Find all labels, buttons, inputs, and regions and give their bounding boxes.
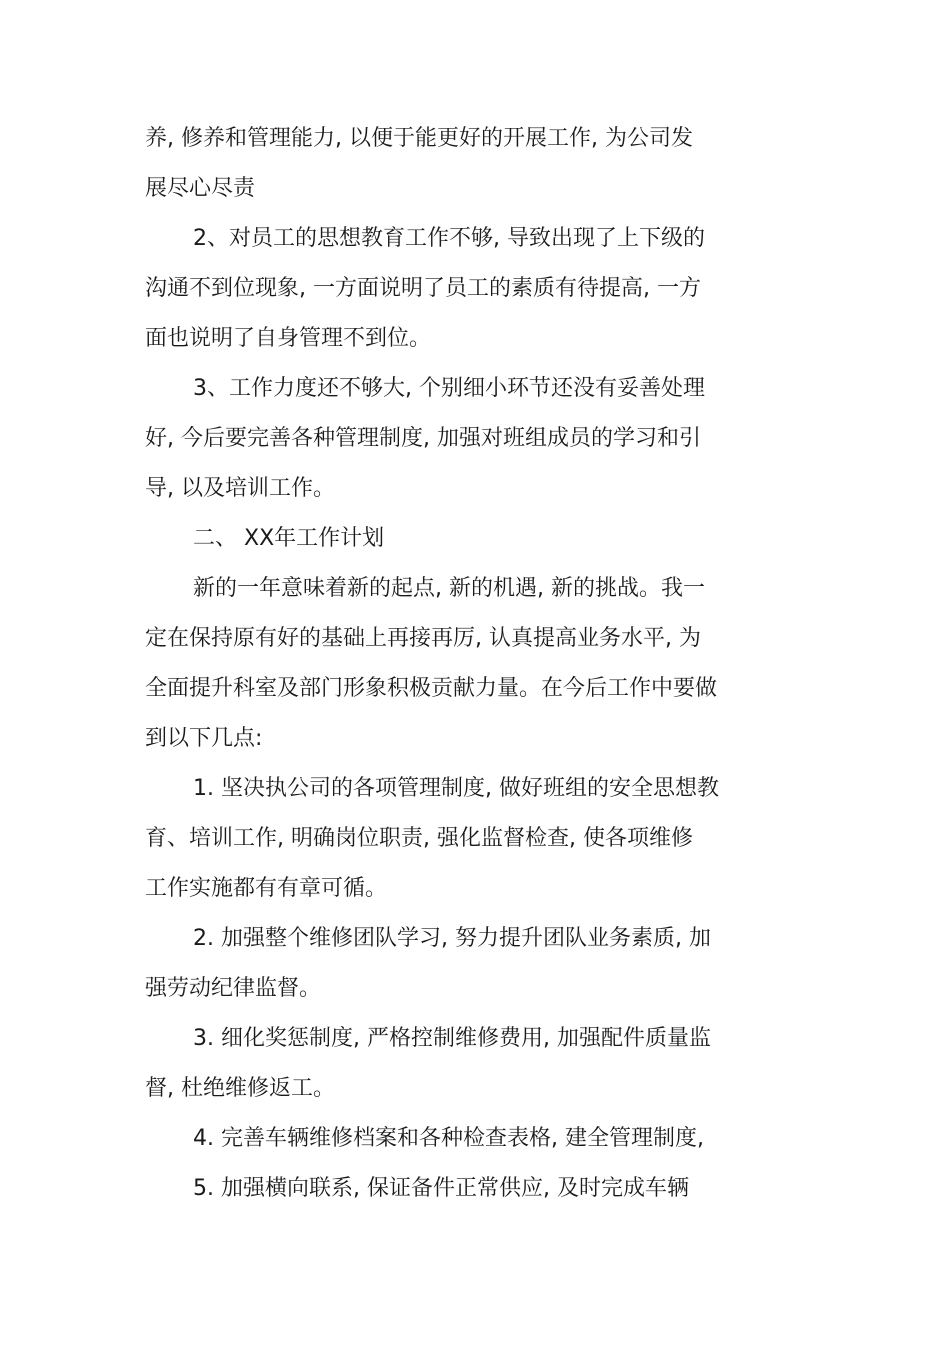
text-line: 1. 坚决执公司的各项管理制度, 做好班组的安全思想教 [193, 776, 719, 801]
paragraph-plan-item-3 [145, 1014, 755, 1114]
text-line: 3. 细化奖惩制度, 严格控制维修费用, 加强配件质量监 [193, 1026, 711, 1051]
document-body [145, 114, 755, 1214]
paragraph-item-3-effort [145, 364, 755, 514]
paragraph-intro-continuation [145, 114, 755, 214]
paragraph-item-2-education [145, 214, 755, 364]
text-line: 养, 修养和管理能力, 以便于能更好的开展工作, 为公司发 [145, 126, 693, 151]
text-line: 导, 以及培训工作。 [145, 476, 335, 501]
text-line: 展尽心尽责 [145, 176, 256, 201]
paragraph-plan-item-4 [145, 1114, 755, 1164]
section-heading-work-plan [145, 514, 755, 564]
paragraph-new-year [145, 564, 755, 764]
paragraph-plan-item-2 [145, 914, 755, 1014]
text-line: 工作实施都有有章可循。 [145, 876, 388, 901]
text-line: 面也说明了自身管理不到位。 [145, 326, 432, 351]
text-line: 好, 今后要完善各种管理制度, 加强对班组成员的学习和引 [145, 426, 701, 451]
text-line: 定在保持原有好的基础上再接再厉, 认真提高业务水平, 为 [145, 626, 701, 651]
text-line: 新的一年意味着新的起点, 新的机遇, 新的挑战。我一 [193, 576, 705, 601]
text-line: 强劳动纪律监督。 [145, 976, 322, 1001]
text-line: 育、培训工作, 明确岗位职责, 强化监督检查, 使各项维修 [145, 826, 693, 851]
paragraph-plan-item-1 [145, 764, 755, 914]
text-line: 2、对员工的思想教育工作不够, 导致出现了上下级的 [193, 226, 705, 251]
heading-text: 二、 XX年工作计划 [193, 526, 385, 551]
text-line: 督, 杜绝维修返工。 [145, 1076, 335, 1101]
text-line: 到以下几点: [145, 726, 263, 751]
text-line: 全面提升科室及部门形象积极贡献力量。在今后工作中要做 [145, 676, 718, 701]
text-line: 4. 完善车辆维修档案和各种检查表格, 建全管理制度, [193, 1126, 704, 1151]
text-line: 2. 加强整个维修团队学习, 努力提升团队业务素质, 加 [193, 926, 711, 951]
text-line: 3、工作力度还不够大, 个别细小环节还没有妥善处理 [193, 376, 705, 401]
text-line: 沟通不到位现象, 一方面说明了员工的素质有待提高, 一方 [145, 276, 701, 301]
text-line: 5. 加强横向联系, 保证备件正常供应, 及时完成车辆 [193, 1176, 689, 1201]
paragraph-plan-item-5 [145, 1164, 755, 1214]
